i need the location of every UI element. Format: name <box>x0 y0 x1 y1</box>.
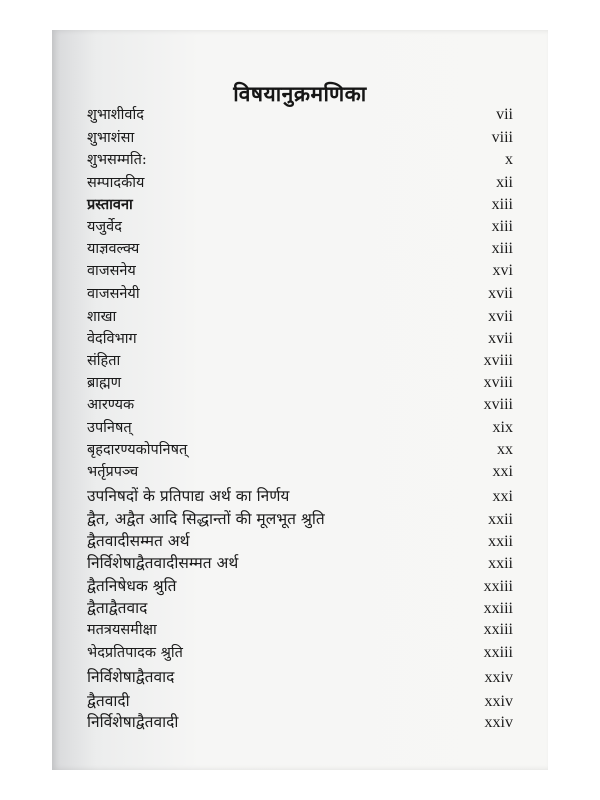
toc-entry <box>87 127 513 147</box>
toc-entry-label: निर्विशेषाद्वैतवादीसम्मत अर्थ <box>87 554 239 572</box>
toc-entry-label: वाजसनेय <box>87 263 136 279</box>
toc-entry <box>87 328 513 348</box>
toc-entry-page-number: xii <box>496 174 513 191</box>
toc-entry-page-number: xxiv <box>484 693 513 710</box>
toc-entry-label: निर्विशेषाद्वैतवाद <box>87 668 175 686</box>
toc-entry-page-number: xvii <box>488 308 513 325</box>
toc-entry-label: यजुर्वेद <box>87 219 122 235</box>
toc-entry-page-number: xvi <box>492 262 513 279</box>
toc-entry-page-number: xxii <box>488 511 513 528</box>
toc-entry-label: भेदप्रतिपादक श्रुति <box>87 645 183 661</box>
toc-entry <box>87 689 513 711</box>
toc-entry-label: याज्ञवल्क्य <box>87 241 140 257</box>
toc-entry <box>87 394 513 414</box>
toc-entry <box>87 149 513 169</box>
toc-entry <box>87 172 513 192</box>
toc-entry-label: द्वैतनिषेधक श्रुति <box>87 577 177 595</box>
toc-entry-page-number: vii <box>496 106 513 123</box>
toc-entry <box>87 665 513 687</box>
toc-entry <box>87 372 513 392</box>
toc-entry <box>87 216 513 236</box>
toc-entry-label: निर्विशेषाद्वैतवादी <box>87 713 179 731</box>
toc-entry-page-number: xxiii <box>483 621 513 638</box>
toc-entry-label: उपनिषत् <box>87 420 132 436</box>
toc-entry-page-number: xiii <box>491 218 513 235</box>
toc-entry-label: वेदविभाग <box>87 331 137 347</box>
toc-entry <box>87 350 513 370</box>
toc-entry-label: द्वैत, अद्वैत आदि सिद्धान्तों की मूलभूत श्रुति <box>87 510 325 528</box>
toc-entry <box>87 619 513 639</box>
toc-entry <box>87 306 513 326</box>
toc-entry-label: शाखा <box>87 309 117 325</box>
toc-entry-label: द्वैतवादी <box>87 692 130 710</box>
toc-entry-label: शुभसम्मति: <box>87 152 147 168</box>
toc-entry-label: मतत्रयसमीक्षा <box>87 622 157 638</box>
toc-entry-label: वाजसनेयी <box>87 286 140 302</box>
toc-entry-page-number: xxi <box>492 463 513 480</box>
toc-entry-label: शुभाशंसा <box>87 130 135 146</box>
toc-entry-label: द्वैताद्वैतवाद <box>87 599 148 617</box>
toc-entry <box>87 238 513 258</box>
toc-entry-page-number: xxiii <box>483 578 513 595</box>
book-page <box>52 30 548 770</box>
toc-entry-page-number: xix <box>492 419 513 436</box>
toc-entry-page-number: xxiv <box>484 669 513 686</box>
toc-entry-page-number: xxii <box>488 533 513 550</box>
toc-entry-page-number: xxii <box>488 555 513 572</box>
toc-entry-page-number: xviii <box>483 396 513 413</box>
toc-entry <box>87 260 513 280</box>
toc-entry-page-number: x <box>505 151 513 168</box>
toc-entry-page-number: xxiv <box>484 714 513 731</box>
toc-entry-label: द्वैतवादीसम्मत अर्थ <box>87 532 190 550</box>
toc-entry <box>87 574 513 596</box>
toc-entry <box>87 417 513 437</box>
toc-entry <box>87 439 513 459</box>
toc-entry-page-number: viii <box>491 129 513 146</box>
toc-entry <box>87 710 513 732</box>
toc-entry-label: प्रस्तावना <box>87 196 133 213</box>
toc-entry-page-number: xiii <box>491 240 513 257</box>
toc-entry <box>87 642 513 662</box>
toc-entry-page-number: xxi <box>492 488 513 505</box>
toc-entry-label: उपनिषदों के प्रतिपाद्य अर्थ का निर्णय <box>87 487 290 505</box>
toc-entry-page-number: xviii <box>483 352 513 369</box>
toc-entry <box>87 507 513 529</box>
toc-entry-page-number: xvii <box>488 285 513 302</box>
toc-entry-label: संहिता <box>87 353 121 369</box>
toc-entry-page-number: xxiii <box>483 600 513 617</box>
toc-entry-label: ब्राह्मण <box>87 375 122 391</box>
toc-entry-label: आरण्यक <box>87 397 135 413</box>
toc-entry-label: भर्तृप्रपञ्च <box>87 464 139 480</box>
toc-entry-page-number: xx <box>497 441 513 458</box>
toc-entry <box>87 596 513 618</box>
page-title: विषयानुक्रमणिका <box>233 81 367 106</box>
toc-entry <box>87 529 513 551</box>
toc-entry <box>87 283 513 303</box>
toc-entry-page-number: xviii <box>483 374 513 391</box>
toc-entry-label: बृहदारण्यकोपनिषत् <box>87 442 188 458</box>
toc-entry-label: सम्पादकीय <box>87 175 145 191</box>
toc-entry <box>87 551 513 573</box>
toc-entry <box>87 461 513 481</box>
toc-entry-label: शुभाशीर्वाद <box>87 107 144 123</box>
toc-entry-page-number: xxiii <box>483 644 513 661</box>
toc-entry-page-number: xiii <box>491 196 513 213</box>
toc-entry <box>87 484 513 506</box>
toc-entry <box>87 194 513 214</box>
toc-entry-page-number: xvii <box>488 330 513 347</box>
toc-entry <box>87 104 513 124</box>
